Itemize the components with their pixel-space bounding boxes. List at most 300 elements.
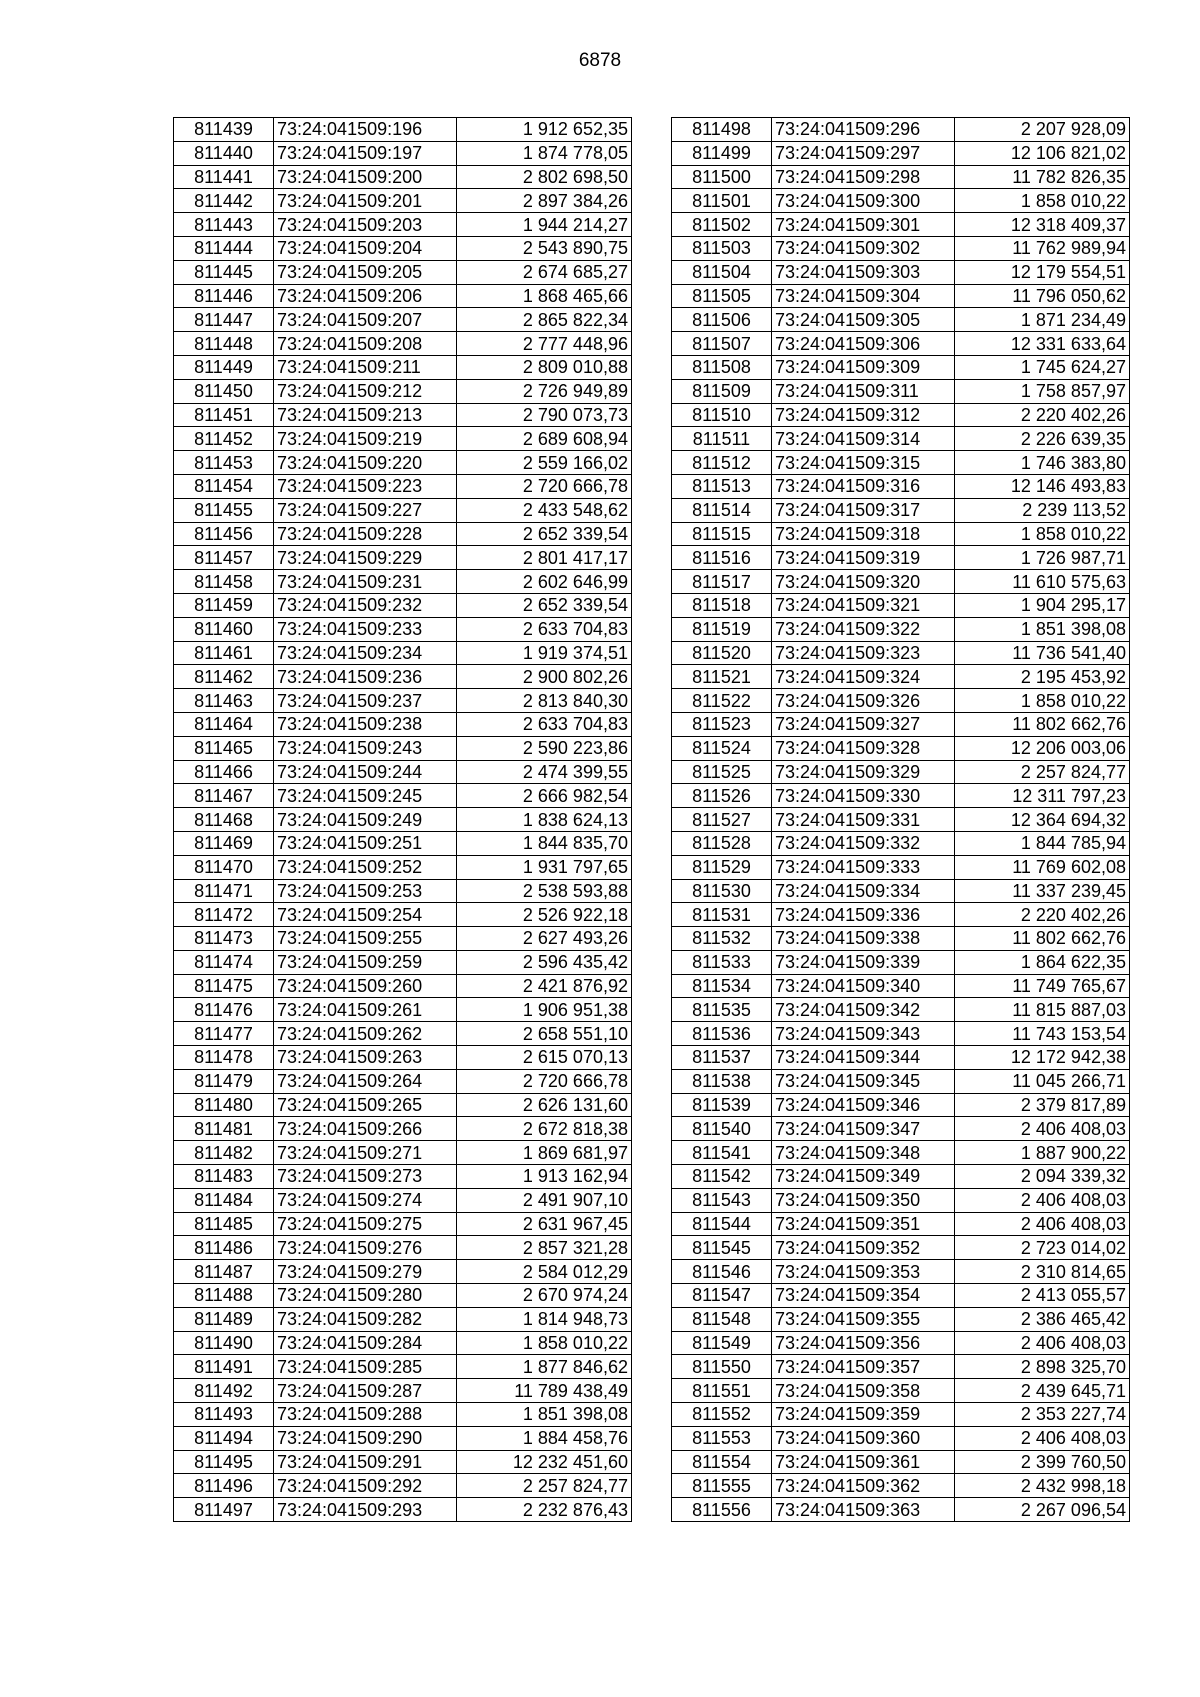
cadastral-number-cell: 73:24:041509:288 <box>274 1403 457 1427</box>
value-cell: 2 257 824,77 <box>457 1474 632 1498</box>
table-row <box>174 1260 632 1284</box>
cadastral-number-cell: 73:24:041509:348 <box>772 1141 955 1165</box>
table-row <box>672 236 1130 260</box>
cadastral-number-cell: 73:24:041509:346 <box>772 1093 955 1117</box>
cadastral-number-cell: 73:24:041509:274 <box>274 1188 457 1212</box>
value-cell: 1 726 987,71 <box>955 546 1130 570</box>
cadastral-number-cell: 73:24:041509:312 <box>772 403 955 427</box>
table-row <box>174 1236 632 1260</box>
cadastral-number-cell: 73:24:041509:249 <box>274 808 457 832</box>
table-row <box>672 213 1130 237</box>
record-number-cell: 811486 <box>174 1236 274 1260</box>
cadastral-number-cell: 73:24:041509:302 <box>772 236 955 260</box>
cadastral-number-cell: 73:24:041509:271 <box>274 1141 457 1165</box>
value-cell: 11 815 887,03 <box>955 998 1130 1022</box>
value-cell: 1 944 214,27 <box>457 213 632 237</box>
table-row <box>672 1236 1130 1260</box>
value-cell: 11 796 050,62 <box>955 284 1130 308</box>
value-cell: 2 543 890,75 <box>457 236 632 260</box>
table-row <box>174 213 632 237</box>
cadastral-number-cell: 73:24:041509:333 <box>772 855 955 879</box>
cadastral-number-cell: 73:24:041509:300 <box>772 189 955 213</box>
value-cell: 2 220 402,26 <box>955 903 1130 927</box>
value-cell: 12 232 451,60 <box>457 1450 632 1474</box>
value-cell: 2 790 073,73 <box>457 403 632 427</box>
table-row <box>174 498 632 522</box>
record-number-cell: 811483 <box>174 1165 274 1189</box>
value-cell: 12 318 409,37 <box>955 213 1130 237</box>
record-number-cell: 811518 <box>672 593 772 617</box>
table-row <box>672 332 1130 356</box>
value-cell: 1 858 010,22 <box>955 689 1130 713</box>
table-row <box>174 1307 632 1331</box>
record-number-cell: 811478 <box>174 1046 274 1070</box>
table-row <box>672 522 1130 546</box>
record-number-cell: 811534 <box>672 974 772 998</box>
record-number-cell: 811496 <box>174 1474 274 1498</box>
table-row <box>174 379 632 403</box>
value-cell: 1 869 681,97 <box>457 1141 632 1165</box>
record-number-cell: 811447 <box>174 308 274 332</box>
record-number-cell: 811498 <box>672 118 772 142</box>
cadastral-number-cell: 73:24:041509:211 <box>274 355 457 379</box>
value-cell: 1 913 162,94 <box>457 1165 632 1189</box>
record-number-cell: 811535 <box>672 998 772 1022</box>
value-cell: 2 559 166,02 <box>457 451 632 475</box>
cadastral-number-cell: 73:24:041509:297 <box>772 141 955 165</box>
record-number-cell: 811522 <box>672 689 772 713</box>
cadastral-number-cell: 73:24:041509:212 <box>274 379 457 403</box>
cadastral-number-cell: 73:24:041509:342 <box>772 998 955 1022</box>
table-row <box>672 355 1130 379</box>
record-number-cell: 811439 <box>174 118 274 142</box>
value-cell: 11 743 153,54 <box>955 1022 1130 1046</box>
value-cell: 2 257 824,77 <box>955 760 1130 784</box>
table-row <box>672 1212 1130 1236</box>
record-number-cell: 811445 <box>174 260 274 284</box>
value-cell: 1 906 951,38 <box>457 998 632 1022</box>
record-number-cell: 811521 <box>672 665 772 689</box>
cadastral-number-cell: 73:24:041509:332 <box>772 831 955 855</box>
cadastral-number-cell: 73:24:041509:213 <box>274 403 457 427</box>
table-row <box>672 950 1130 974</box>
value-cell: 11 749 765,67 <box>955 974 1130 998</box>
table-row <box>174 332 632 356</box>
value-cell: 11 782 826,35 <box>955 165 1130 189</box>
table-row <box>174 570 632 594</box>
record-number-cell: 811504 <box>672 260 772 284</box>
value-cell: 12 106 821,02 <box>955 141 1130 165</box>
record-number-cell: 811479 <box>174 1069 274 1093</box>
table-row <box>672 1355 1130 1379</box>
record-number-cell: 811492 <box>174 1379 274 1403</box>
record-number-cell: 811468 <box>174 808 274 832</box>
table-row <box>672 1379 1130 1403</box>
cadastral-number-cell: 73:24:041509:328 <box>772 736 955 760</box>
cadastral-number-cell: 73:24:041509:319 <box>772 546 955 570</box>
record-number-cell: 811472 <box>174 903 274 927</box>
value-cell: 2 596 435,42 <box>457 950 632 974</box>
table-row <box>174 165 632 189</box>
record-number-cell: 811443 <box>174 213 274 237</box>
cadastral-number-cell: 73:24:041509:358 <box>772 1379 955 1403</box>
value-cell: 2 652 339,54 <box>457 593 632 617</box>
table-row <box>174 1284 632 1308</box>
cadastral-number-cell: 73:24:041509:253 <box>274 879 457 903</box>
value-cell: 2 267 096,54 <box>955 1498 1130 1522</box>
cadastral-number-cell: 73:24:041509:245 <box>274 784 457 808</box>
record-number-cell: 811454 <box>174 474 274 498</box>
cadastral-number-cell: 73:24:041509:275 <box>274 1212 457 1236</box>
value-cell: 2 232 876,43 <box>457 1498 632 1522</box>
value-cell: 2 777 448,96 <box>457 332 632 356</box>
record-number-cell: 811511 <box>672 427 772 451</box>
record-number-cell: 811477 <box>174 1022 274 1046</box>
table-row <box>672 689 1130 713</box>
table-row <box>672 1260 1130 1284</box>
record-number-cell: 811448 <box>174 332 274 356</box>
value-cell: 2 526 922,18 <box>457 903 632 927</box>
table-row <box>672 808 1130 832</box>
cadastral-number-cell: 73:24:041509:207 <box>274 308 457 332</box>
value-cell: 2 386 465,42 <box>955 1307 1130 1331</box>
table-row <box>174 1046 632 1070</box>
value-cell: 2 406 408,03 <box>955 1117 1130 1141</box>
value-cell: 11 610 575,63 <box>955 570 1130 594</box>
record-number-cell: 811458 <box>174 570 274 594</box>
table-row <box>174 712 632 736</box>
record-number-cell: 811547 <box>672 1284 772 1308</box>
record-number-cell: 811466 <box>174 760 274 784</box>
table-row <box>672 1117 1130 1141</box>
cadastral-number-cell: 73:24:041509:287 <box>274 1379 457 1403</box>
value-cell: 1 931 797,65 <box>457 855 632 879</box>
cadastral-number-cell: 73:24:041509:352 <box>772 1236 955 1260</box>
table-row <box>672 641 1130 665</box>
cadastral-number-cell: 73:24:041509:322 <box>772 617 955 641</box>
table-row <box>672 451 1130 475</box>
cadastral-number-cell: 73:24:041509:262 <box>274 1022 457 1046</box>
table-row <box>174 808 632 832</box>
record-number-cell: 811491 <box>174 1355 274 1379</box>
cadastral-number-cell: 73:24:041509:327 <box>772 712 955 736</box>
cadastral-number-cell: 73:24:041509:282 <box>274 1307 457 1331</box>
cadastral-number-cell: 73:24:041509:227 <box>274 498 457 522</box>
value-cell: 11 802 662,76 <box>955 927 1130 951</box>
cadastral-number-cell: 73:24:041509:291 <box>274 1450 457 1474</box>
table-row <box>672 1331 1130 1355</box>
record-number-cell: 811529 <box>672 855 772 879</box>
cadastral-number-cell: 73:24:041509:317 <box>772 498 955 522</box>
cadastral-number-cell: 73:24:041509:208 <box>274 332 457 356</box>
record-number-cell: 811455 <box>174 498 274 522</box>
table-row <box>174 736 632 760</box>
cadastral-number-cell: 73:24:041509:296 <box>772 118 955 142</box>
record-number-cell: 811541 <box>672 1141 772 1165</box>
record-number-cell: 811528 <box>672 831 772 855</box>
table-row <box>174 308 632 332</box>
value-cell: 1 858 010,22 <box>955 522 1130 546</box>
record-number-cell: 811523 <box>672 712 772 736</box>
record-number-cell: 811556 <box>672 1498 772 1522</box>
record-number-cell: 811503 <box>672 236 772 260</box>
value-cell: 2 615 070,13 <box>457 1046 632 1070</box>
value-cell: 1 904 295,17 <box>955 593 1130 617</box>
value-cell: 1 745 624,27 <box>955 355 1130 379</box>
table-row <box>672 1474 1130 1498</box>
record-number-cell: 811464 <box>174 712 274 736</box>
cadastral-number-cell: 73:24:041509:315 <box>772 451 955 475</box>
table-row <box>672 784 1130 808</box>
value-cell: 2 094 339,32 <box>955 1165 1130 1189</box>
cadastral-number-cell: 73:24:041509:293 <box>274 1498 457 1522</box>
value-cell: 2 723 014,02 <box>955 1236 1130 1260</box>
cadastral-number-cell: 73:24:041509:219 <box>274 427 457 451</box>
table-row <box>672 1307 1130 1331</box>
value-cell: 2 602 646,99 <box>457 570 632 594</box>
table-row <box>672 1069 1130 1093</box>
value-cell: 2 726 949,89 <box>457 379 632 403</box>
cadastral-number-cell: 73:24:041509:292 <box>274 1474 457 1498</box>
record-number-cell: 811544 <box>672 1212 772 1236</box>
cadastral-number-cell: 73:24:041509:357 <box>772 1355 955 1379</box>
record-number-cell: 811497 <box>174 1498 274 1522</box>
value-cell: 12 146 493,83 <box>955 474 1130 498</box>
cadastral-number-cell: 73:24:041509:284 <box>274 1331 457 1355</box>
value-cell: 2 898 325,70 <box>955 1355 1130 1379</box>
value-cell: 2 406 408,03 <box>955 1188 1130 1212</box>
cadastral-number-cell: 73:24:041509:304 <box>772 284 955 308</box>
table-row <box>174 403 632 427</box>
cadastral-number-cell: 73:24:041509:228 <box>274 522 457 546</box>
record-number-cell: 811495 <box>174 1450 274 1474</box>
table-row <box>174 355 632 379</box>
value-cell: 2 220 402,26 <box>955 403 1130 427</box>
table-row <box>174 1093 632 1117</box>
table-row <box>174 784 632 808</box>
table-row <box>672 879 1130 903</box>
value-cell: 1 851 398,08 <box>457 1403 632 1427</box>
value-cell: 1 844 785,94 <box>955 831 1130 855</box>
value-cell: 2 538 593,88 <box>457 879 632 903</box>
value-cell: 2 857 321,28 <box>457 1236 632 1260</box>
value-cell: 2 379 817,89 <box>955 1093 1130 1117</box>
table-row <box>672 855 1130 879</box>
cadastral-number-cell: 73:24:041509:309 <box>772 355 955 379</box>
table-row <box>174 1498 632 1522</box>
cadastral-number-cell: 73:24:041509:330 <box>772 784 955 808</box>
table-row <box>672 1450 1130 1474</box>
record-number-cell: 811555 <box>672 1474 772 1498</box>
value-cell: 1 844 835,70 <box>457 831 632 855</box>
table-row <box>174 665 632 689</box>
table-row <box>672 1284 1130 1308</box>
cadastral-number-cell: 73:24:041509:231 <box>274 570 457 594</box>
value-cell: 1 877 846,62 <box>457 1355 632 1379</box>
value-cell: 2 226 639,35 <box>955 427 1130 451</box>
table-row <box>174 522 632 546</box>
value-cell: 2 406 408,03 <box>955 1331 1130 1355</box>
cadastral-number-cell: 73:24:041509:252 <box>274 855 457 879</box>
value-cell: 2 720 666,78 <box>457 1069 632 1093</box>
value-cell: 2 590 223,86 <box>457 736 632 760</box>
table-row <box>672 927 1130 951</box>
value-cell: 2 474 399,55 <box>457 760 632 784</box>
value-cell: 1 868 465,66 <box>457 284 632 308</box>
value-cell: 1 858 010,22 <box>457 1331 632 1355</box>
value-cell: 2 491 907,10 <box>457 1188 632 1212</box>
record-number-cell: 811476 <box>174 998 274 1022</box>
table-row <box>672 831 1130 855</box>
record-number-cell: 811442 <box>174 189 274 213</box>
value-cell: 1 919 374,51 <box>457 641 632 665</box>
cadastral-number-cell: 73:24:041509:329 <box>772 760 955 784</box>
cadastral-number-cell: 73:24:041509:255 <box>274 927 457 951</box>
value-cell: 2 432 998,18 <box>955 1474 1130 1498</box>
record-number-cell: 811457 <box>174 546 274 570</box>
cadastral-number-cell: 73:24:041509:237 <box>274 689 457 713</box>
table-row <box>174 950 632 974</box>
value-cell: 2 809 010,88 <box>457 355 632 379</box>
table-row <box>672 1498 1130 1522</box>
value-cell: 12 364 694,32 <box>955 808 1130 832</box>
value-cell: 2 627 493,26 <box>457 927 632 951</box>
value-cell: 12 331 633,64 <box>955 332 1130 356</box>
value-cell: 2 631 967,45 <box>457 1212 632 1236</box>
table-row <box>672 427 1130 451</box>
record-number-cell: 811551 <box>672 1379 772 1403</box>
cadastral-number-cell: 73:24:041509:351 <box>772 1212 955 1236</box>
cadastral-number-cell: 73:24:041509:265 <box>274 1093 457 1117</box>
cadastral-number-cell: 73:24:041509:303 <box>772 260 955 284</box>
value-cell: 1 758 857,97 <box>955 379 1130 403</box>
table-row <box>174 189 632 213</box>
value-cell: 2 652 339,54 <box>457 522 632 546</box>
table-row <box>174 427 632 451</box>
value-cell: 2 865 822,34 <box>457 308 632 332</box>
cadastral-number-cell: 73:24:041509:229 <box>274 546 457 570</box>
cadastral-number-cell: 73:24:041509:324 <box>772 665 955 689</box>
table-row <box>672 593 1130 617</box>
cadastral-number-cell: 73:24:041509:260 <box>274 974 457 998</box>
value-cell: 2 626 131,60 <box>457 1093 632 1117</box>
table-row <box>672 1022 1130 1046</box>
record-number-cell: 811512 <box>672 451 772 475</box>
cadastral-number-cell: 73:24:041509:251 <box>274 831 457 855</box>
record-number-cell: 811536 <box>672 1022 772 1046</box>
cadastral-number-cell: 73:24:041509:350 <box>772 1188 955 1212</box>
record-number-cell: 811484 <box>174 1188 274 1212</box>
cadastral-number-cell: 73:24:041509:205 <box>274 260 457 284</box>
table-row <box>672 379 1130 403</box>
record-number-cell: 811462 <box>174 665 274 689</box>
table-row <box>672 474 1130 498</box>
cadastral-number-cell: 73:24:041509:354 <box>772 1284 955 1308</box>
cadastral-number-cell: 73:24:041509:285 <box>274 1355 457 1379</box>
cadastral-number-cell: 73:24:041509:236 <box>274 665 457 689</box>
value-cell: 1 912 652,35 <box>457 118 632 142</box>
table-row <box>174 903 632 927</box>
value-cell: 2 406 408,03 <box>955 1212 1130 1236</box>
record-number-cell: 811440 <box>174 141 274 165</box>
value-cell: 2 195 453,92 <box>955 665 1130 689</box>
record-number-cell: 811470 <box>174 855 274 879</box>
table-row <box>174 1403 632 1427</box>
record-number-cell: 811538 <box>672 1069 772 1093</box>
cadastral-number-cell: 73:24:041509:349 <box>772 1165 955 1189</box>
value-cell: 12 172 942,38 <box>955 1046 1130 1070</box>
value-cell: 2 207 928,09 <box>955 118 1130 142</box>
record-number-cell: 811463 <box>174 689 274 713</box>
value-cell: 2 584 012,29 <box>457 1260 632 1284</box>
value-cell: 1 838 624,13 <box>457 808 632 832</box>
table-row <box>174 1141 632 1165</box>
table-row <box>174 546 632 570</box>
record-number-cell: 811519 <box>672 617 772 641</box>
cadastral-number-cell: 73:24:041509:244 <box>274 760 457 784</box>
table-row <box>174 760 632 784</box>
record-number-cell: 811456 <box>174 522 274 546</box>
table-row <box>672 498 1130 522</box>
cadastral-table-right <box>671 117 1130 1522</box>
table-row <box>174 1069 632 1093</box>
table-row <box>672 760 1130 784</box>
table-body-right <box>672 118 1130 1522</box>
record-number-cell: 811449 <box>174 355 274 379</box>
table-row <box>174 451 632 475</box>
value-cell: 1 887 900,22 <box>955 1141 1130 1165</box>
cadastral-number-cell: 73:24:041509:206 <box>274 284 457 308</box>
value-cell: 11 769 602,08 <box>955 855 1130 879</box>
table-row <box>174 141 632 165</box>
record-number-cell: 811441 <box>174 165 274 189</box>
value-cell: 1 871 234,49 <box>955 308 1130 332</box>
value-cell: 2 413 055,57 <box>955 1284 1130 1308</box>
table-row <box>672 1165 1130 1189</box>
value-cell: 2 406 408,03 <box>955 1426 1130 1450</box>
value-cell: 12 311 797,23 <box>955 784 1130 808</box>
value-cell: 2 633 704,83 <box>457 617 632 641</box>
table-row <box>672 546 1130 570</box>
value-cell: 2 433 548,62 <box>457 498 632 522</box>
table-row <box>174 974 632 998</box>
record-number-cell: 811465 <box>174 736 274 760</box>
record-number-cell: 811517 <box>672 570 772 594</box>
table-row <box>672 1141 1130 1165</box>
cadastral-number-cell: 73:24:041509:298 <box>772 165 955 189</box>
cadastral-number-cell: 73:24:041509:360 <box>772 1426 955 1450</box>
table-row <box>174 998 632 1022</box>
value-cell: 2 239 113,52 <box>955 498 1130 522</box>
value-cell: 11 789 438,49 <box>457 1379 632 1403</box>
cadastral-number-cell: 73:24:041509:234 <box>274 641 457 665</box>
record-number-cell: 811520 <box>672 641 772 665</box>
record-number-cell: 811505 <box>672 284 772 308</box>
cadastral-number-cell: 73:24:041509:201 <box>274 189 457 213</box>
cadastral-number-cell: 73:24:041509:353 <box>772 1260 955 1284</box>
cadastral-number-cell: 73:24:041509:264 <box>274 1069 457 1093</box>
record-number-cell: 811471 <box>174 879 274 903</box>
table-row <box>672 712 1130 736</box>
cadastral-number-cell: 73:24:041509:220 <box>274 451 457 475</box>
table-row <box>174 1474 632 1498</box>
value-cell: 2 900 802,26 <box>457 665 632 689</box>
value-cell: 2 670 974,24 <box>457 1284 632 1308</box>
value-cell: 11 045 266,71 <box>955 1069 1130 1093</box>
cadastral-number-cell: 73:24:041509:343 <box>772 1022 955 1046</box>
record-number-cell: 811475 <box>174 974 274 998</box>
table-row <box>174 831 632 855</box>
